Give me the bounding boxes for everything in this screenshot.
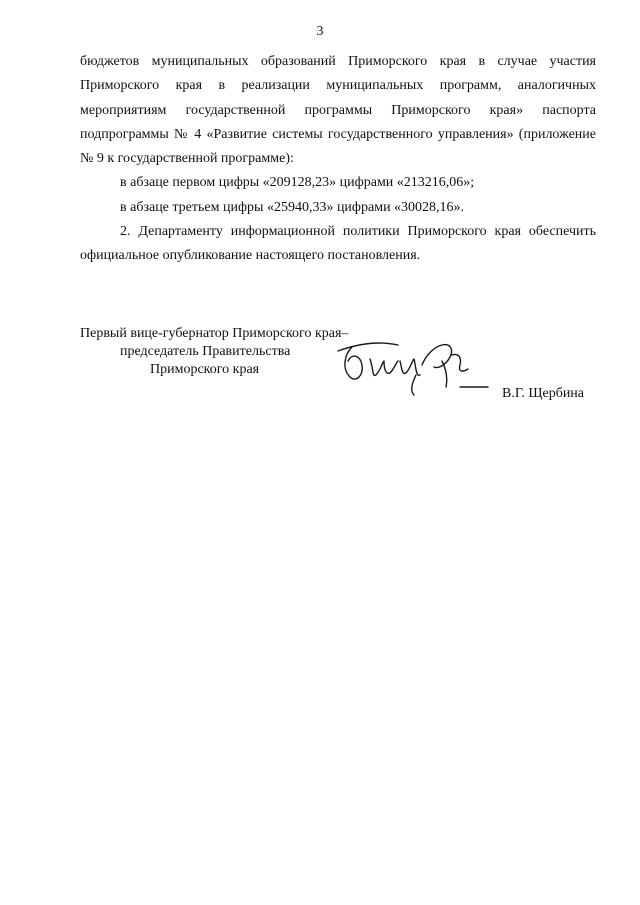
paragraph-publication: 2. Департаменту информационной политики Приморского края обеспечить официальное опубликование настоящего постановления. (80, 224, 596, 264)
signatory-title-line2: председатель Правительства (120, 344, 291, 359)
handwritten-signature (330, 325, 490, 400)
signer-name: В.Г. Щербина (502, 386, 585, 401)
signatory-title-line3: Приморского края (150, 362, 260, 377)
paragraph-third-abzac: в абзаце третьем цифры «25940,33» цифрами «30028,16». (120, 199, 465, 215)
signatory-title-line1: Первый вице-губернатор Приморского края– (80, 326, 349, 341)
page-number: 3 (316, 24, 324, 39)
document-body (80, 50, 596, 269)
paragraph-budget: бюджетов муниципальных образований Приморского края в случае участия Приморского края в реализации муниципальных программ, аналогичных мероприятиям государственной программы Приморского края» паспорта подпрограммы № 4 «Развитие системы государственного управления» (приложение № 9 к государственной программе): (80, 54, 596, 167)
paragraph-first-abzac: в абзаце первом цифры «209128,23» цифрами «213216,06»; (120, 175, 475, 191)
